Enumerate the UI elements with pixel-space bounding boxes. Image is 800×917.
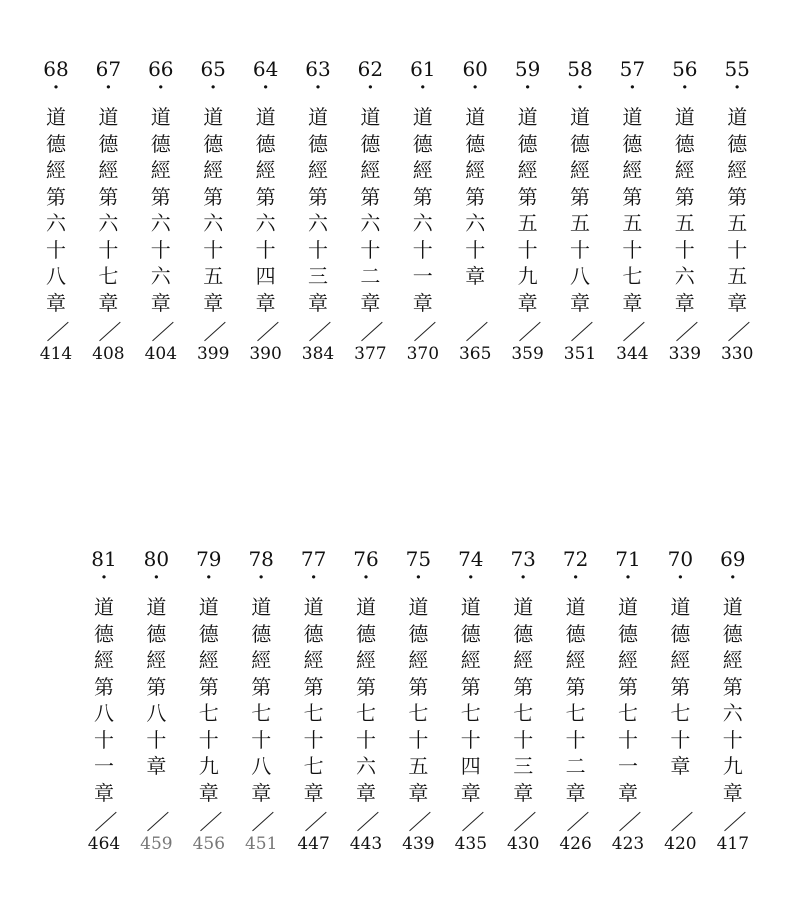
toc-entry[interactable] <box>394 548 442 854</box>
chapter-title: 道德經第五十五章 <box>727 105 748 315</box>
slash-divider <box>604 810 652 834</box>
toc-entry[interactable] <box>556 58 604 364</box>
page-number: 344 <box>616 344 649 364</box>
separator-dot: · <box>576 77 584 98</box>
toc-entry[interactable] <box>84 58 132 364</box>
page-number: 464 <box>87 834 121 854</box>
toc-entry[interactable] <box>661 58 709 364</box>
page-number: 351 <box>563 344 597 364</box>
chapter-number: 66 <box>148 57 174 81</box>
separator-dot: · <box>520 567 527 588</box>
chapter-title: 道德經第七十三章 <box>513 595 534 805</box>
chapter-number: 58 <box>567 57 593 81</box>
chapter-title: 道德經第六十六章 <box>150 105 171 315</box>
separator-dot: · <box>572 567 579 588</box>
chapter-number: 68 <box>43 57 69 81</box>
slash-divider <box>713 320 761 344</box>
chapter-title: 道德經第七十章 <box>670 595 691 778</box>
slash-divider <box>290 810 338 834</box>
slash-divider <box>189 320 237 344</box>
toc-entry[interactable] <box>447 548 495 854</box>
page-number: 439 <box>402 834 435 854</box>
toc-entry[interactable] <box>346 58 394 364</box>
chapter-number: 76 <box>353 547 379 571</box>
separator-dot: · <box>310 567 317 588</box>
separator-dot: · <box>100 567 108 588</box>
slash-divider <box>504 320 552 344</box>
chapter-title: 道德經第七十五章 <box>408 595 429 805</box>
page-number: 435 <box>454 834 488 854</box>
slash-divider <box>137 320 185 344</box>
toc-entry[interactable] <box>604 548 652 854</box>
page-number: 390 <box>249 344 282 364</box>
separator-dot: · <box>210 77 217 98</box>
separator-dot: · <box>677 567 684 588</box>
toc-entry[interactable] <box>713 58 761 364</box>
chapter-number: 64 <box>252 57 279 81</box>
page-number: 417 <box>716 834 750 854</box>
chapter-title: 道德經第六十五章 <box>203 105 224 315</box>
toc-bottom-row <box>0 548 800 878</box>
chapter-title: 道德經第七十二章 <box>565 595 586 805</box>
toc-entry[interactable] <box>32 58 80 364</box>
slash-divider <box>608 320 656 344</box>
page-number: 408 <box>92 344 125 364</box>
chapter-number: 69 <box>720 547 746 571</box>
slash-divider <box>185 810 233 834</box>
page-number: 384 <box>301 344 335 364</box>
toc-entry[interactable] <box>342 548 390 854</box>
separator-dot: · <box>153 567 160 588</box>
chapter-title: 道德經第七十七章 <box>303 595 324 805</box>
separator-dot: · <box>415 567 422 588</box>
page-number: 404 <box>144 344 178 364</box>
slash-divider <box>394 810 442 834</box>
toc-entry[interactable] <box>290 548 338 854</box>
slash-divider <box>294 320 342 344</box>
chapter-number: 59 <box>514 57 541 81</box>
chapter-number: 70 <box>667 547 694 571</box>
page-number: 456 <box>192 834 226 854</box>
chapter-number: 56 <box>672 57 698 81</box>
chapter-title: 道德經第八十章 <box>146 595 167 778</box>
page-number: 447 <box>297 834 330 854</box>
chapter-number: 65 <box>200 57 226 81</box>
separator-dot: · <box>367 77 374 98</box>
toc-entry[interactable] <box>294 58 342 364</box>
page-number: 359 <box>511 344 544 364</box>
chapter-number: 78 <box>248 547 274 571</box>
chapter-number: 81 <box>91 547 117 571</box>
chapter-title: 道德經第六十四章 <box>255 105 276 315</box>
chapter-title: 道德經第六十一章 <box>412 105 433 315</box>
slash-divider <box>451 320 499 344</box>
slash-divider <box>447 810 495 834</box>
separator-dot: · <box>629 77 636 98</box>
page-number: 339 <box>668 344 702 364</box>
chapter-number: 63 <box>305 57 331 81</box>
toc-entry[interactable] <box>656 548 704 854</box>
separator-dot: · <box>419 77 426 98</box>
separator-dot: · <box>734 77 741 98</box>
page-number: 459 <box>140 834 173 854</box>
chapter-title: 道德經第五十九章 <box>517 105 538 315</box>
chapter-title: 道德經第六十八章 <box>46 105 66 315</box>
toc-entry[interactable] <box>504 58 552 364</box>
page-number: 423 <box>611 834 645 854</box>
separator-dot: · <box>314 77 322 98</box>
chapter-number: 57 <box>619 57 646 81</box>
separator-dot: · <box>524 77 531 98</box>
separator-dot: · <box>624 567 632 588</box>
toc-entry[interactable] <box>709 548 757 854</box>
slash-divider <box>499 810 547 834</box>
chapter-number: 74 <box>458 547 484 571</box>
chapter-number: 72 <box>562 547 589 571</box>
chapter-title: 道德經第七十八章 <box>251 595 272 805</box>
slash-divider <box>556 320 604 344</box>
separator-dot: · <box>472 77 479 98</box>
page-number: 330 <box>720 344 754 364</box>
separator-dot: · <box>362 567 370 588</box>
page-number: 426 <box>559 834 592 854</box>
slash-divider <box>552 810 600 834</box>
toc-entry[interactable] <box>552 548 600 854</box>
chapter-title: 道德經第七十一章 <box>618 595 638 805</box>
chapter-number: 61 <box>410 57 436 81</box>
toc-entry[interactable] <box>242 58 290 364</box>
slash-divider <box>346 320 394 344</box>
page-number: 443 <box>349 834 383 854</box>
chapter-title: 道德經第七十四章 <box>460 595 481 805</box>
separator-dot: · <box>52 77 60 98</box>
page-number: 370 <box>406 344 440 364</box>
chapter-title: 道德經第六十章 <box>465 105 486 288</box>
chapter-number: 67 <box>95 57 122 81</box>
separator-dot: · <box>262 77 269 98</box>
chapter-title: 道德經第五十六章 <box>674 105 695 315</box>
slash-divider <box>661 320 709 344</box>
chapter-number: 75 <box>405 547 432 571</box>
chapter-title: 道德經第五十八章 <box>570 105 590 315</box>
chapter-title: 道德經第六十二章 <box>360 105 381 315</box>
slash-divider <box>132 810 180 834</box>
toc-entry[interactable] <box>399 58 447 364</box>
chapter-number: 60 <box>462 57 488 81</box>
slash-divider <box>32 320 80 344</box>
separator-dot: · <box>681 77 688 98</box>
chapter-number: 73 <box>510 547 536 571</box>
toc-entry[interactable] <box>237 548 285 854</box>
toc-entry[interactable] <box>189 58 237 364</box>
page-number: 430 <box>506 834 540 854</box>
chapter-title: 道德經第七十九章 <box>198 595 219 805</box>
toc-top-row <box>0 58 800 388</box>
separator-dot: · <box>729 567 736 588</box>
chapter-title: 道德經第六十三章 <box>308 105 328 315</box>
separator-dot: · <box>258 567 265 588</box>
page-number: 420 <box>664 834 697 854</box>
slash-divider <box>84 320 132 344</box>
chapter-title: 道德經第七十六章 <box>356 595 376 805</box>
page-number: 365 <box>458 344 492 364</box>
chapter-number: 77 <box>300 547 327 571</box>
chapter-number: 71 <box>615 547 641 571</box>
slash-divider <box>242 320 290 344</box>
page-number: 377 <box>354 344 387 364</box>
toc-entry[interactable] <box>80 548 128 854</box>
toc-entry[interactable] <box>499 548 547 854</box>
chapter-title: 道德經第五十七章 <box>622 105 643 315</box>
separator-dot: · <box>205 567 212 588</box>
toc-entry[interactable] <box>451 58 499 364</box>
page-number: 451 <box>244 834 278 854</box>
chapter-title: 道德經第六十七章 <box>98 105 119 315</box>
separator-dot: · <box>157 77 164 98</box>
slash-divider <box>80 810 128 834</box>
chapter-number: 80 <box>143 547 170 571</box>
toc-entry[interactable] <box>132 548 180 854</box>
separator-dot: · <box>467 567 474 588</box>
chapter-title: 道德經第八十一章 <box>94 595 114 805</box>
page-number: 399 <box>196 344 230 364</box>
chapter-number: 62 <box>357 57 384 81</box>
toc-entry[interactable] <box>608 58 656 364</box>
toc-entry[interactable] <box>137 58 185 364</box>
slash-divider <box>709 810 757 834</box>
slash-divider <box>399 320 447 344</box>
page-number: 414 <box>39 344 73 364</box>
toc-entry[interactable] <box>185 548 233 854</box>
chapter-number: 55 <box>724 57 750 81</box>
slash-divider <box>237 810 285 834</box>
separator-dot: · <box>105 77 112 98</box>
slash-divider <box>656 810 704 834</box>
chapter-number: 79 <box>196 547 222 571</box>
chapter-title: 道德經第六十九章 <box>722 595 743 805</box>
slash-divider <box>342 810 390 834</box>
